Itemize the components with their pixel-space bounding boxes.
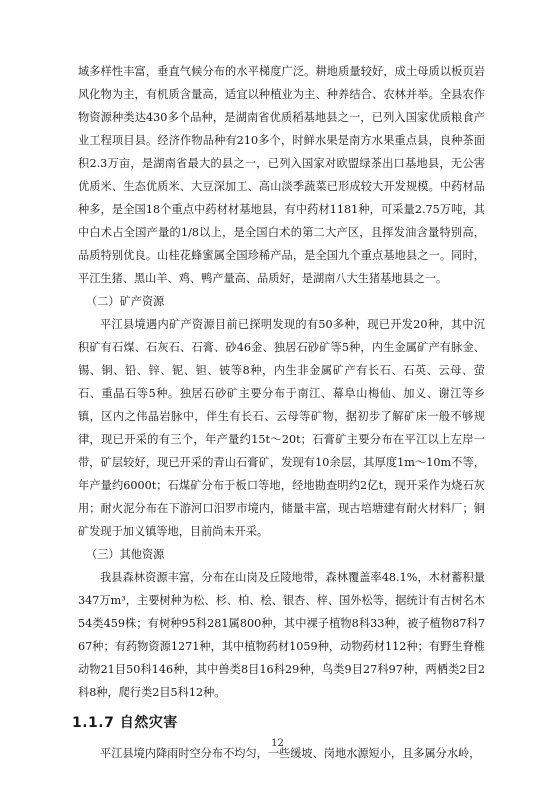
paragraph-forest-resources: 我县森林资源丰富，分布在山岗及丘陵地带，森林覆盖率48.1%，木材蓄积量347万m³，主要树种为松、杉、柏、桧、银杏、梓、国外松等，据统计有古树名木54类459株；有树种95科281属800种，其中裸子植物8科33种，被子植物87科767种；有药物资源1271种，其中植物药材1059种，动物药材112种；有野生脊椎动物21目50科146种，其中兽类8目16科29种，鸟类9目27科97种，两栖类2目2科8种，爬行类2目5科12种。: [78, 571, 485, 699]
paragraph-natural-disasters: 平江县境内降雨时空分布不均匀，一些缓坡、岗地水源短小，且多属分水岭，: [100, 747, 481, 760]
section-heading-natural-disasters: 1.1.7 自然灾害: [72, 715, 178, 731]
paragraph-agricultural-resources: 域多样性丰富，垂直气候分布的水平梯度广泛。耕地质量较好，成土母质以板页岩风化物为主，有机质含量高，适宜以种植业为主、种养结合、农林并举。全县农作物资源种类达430多个品种，是湖南省优质稻基地县之一，已列入国家优质粮食产业工程项目县。经济作物品种有210多个，时鲜水果是南方水果重点县，良种茶面积2.3万亩，是湖南省最大的县之一，已列入国家对欧盟绿茶出口基地县，无公害优质米、生态优质米、大豆深加工、高山淡季蔬菜已形成较大开发规模。中药材品种多，是全国18个重点中药材材基地县，有中药材1181种，可采量2.75万吨，其中白术占全国产量的1/8以上，是全国白术的第二大产区，且挥发油含量特别高，品质特别优良。山桂花蜂蜜属全国珍稀产品，是全国九个重点基地县之一。同时，平江生猪、黑山羊、鸡、鸭产量高、品质好，是湖南八大生猪基地县之一。: [78, 65, 485, 285]
subheading-other-resources: （三）其他资源: [86, 548, 165, 561]
document-page: [72, 60, 485, 765]
page-number: 12: [271, 738, 284, 749]
subheading-mineral-resources: （二）矿产资源: [86, 295, 165, 308]
paragraph-mineral-resources: 平江县境遇内矿产资源目前已探明发现的有50多种，现已开发20种，其中沉积矿有石煤、石灰石、石膏、砂46金、独居石砂矿等5种，内生金属矿产有脉金、锡、铜、铅、锌、铌、钽、铍等8种，内生非金属矿产有长石、石英、云母、萤石、重晶石等5种。独居石砂矿主要分布于南江、幕阜山梅仙、加义、谢江等乡镇，区内之伟晶岩脉中，伴生有长石、云母等矿物，据初步了解矿床一般不够规律，现已开采的有三个，年产量约15t～20t；石膏矿主要分布在平江以上左岸一带，矿层较好，现已开采的青山石膏矿，发现有10余层，其厚度1m～10m不等，年产量约6000t；石煤矿分布于板口等地，经地勘查明约2亿t，现开采作为烧石灰用；耐火泥分布在下游河口汨罗市境内，储量丰富，现古培塘建有耐火材料厂；铜矿发现于加义镇等地，目前尚未开采。: [78, 318, 485, 538]
